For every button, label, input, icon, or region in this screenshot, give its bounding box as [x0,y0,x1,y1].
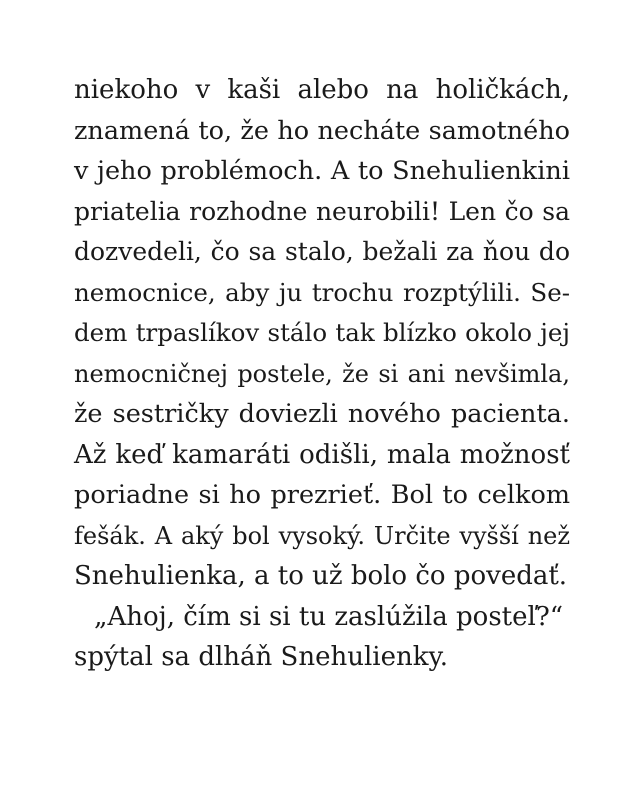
text-line: priatelia rozhodne neurobili! Len čo sa [74,196,570,226]
dialogue-line: „Ahoj, čím si si tu zaslúžila posteľ?“ [94,601,564,632]
text-line: nemocničnej postele, že si ani nevšimla, [74,359,570,388]
text-line: Až keď kamaráti odišli, mala možnosť [74,439,570,470]
text-line: spýtal sa dlháň Snehulienky. [74,642,448,672]
text-line: v jeho problémoch. A to Snehulienkini [74,156,570,186]
text-line: dem trpaslíkov stálo tak blízko okolo jej [74,318,570,347]
text-line: že sestričky doviezli nového pacienta. [74,399,570,429]
text-line: fešák. A aký bol vysoký. Určite vyšší než [74,521,570,550]
text-line: Snehulienka, a to už bolo čo povedať. [74,561,568,591]
text-line: dozvedeli, čo sa stalo, bežali za ňou do [74,237,570,266]
text-line: poriadne si ho prezrieť. Bol to celkom [74,480,570,510]
text-line: znamená to, že ho necháte samotného [74,115,570,146]
text-line: niekoho v kaši alebo na holičkách, [74,75,570,105]
text-line: nemocnice, aby ju trochu rozptýlili. Se- [74,277,570,307]
body-text [74,70,570,678]
